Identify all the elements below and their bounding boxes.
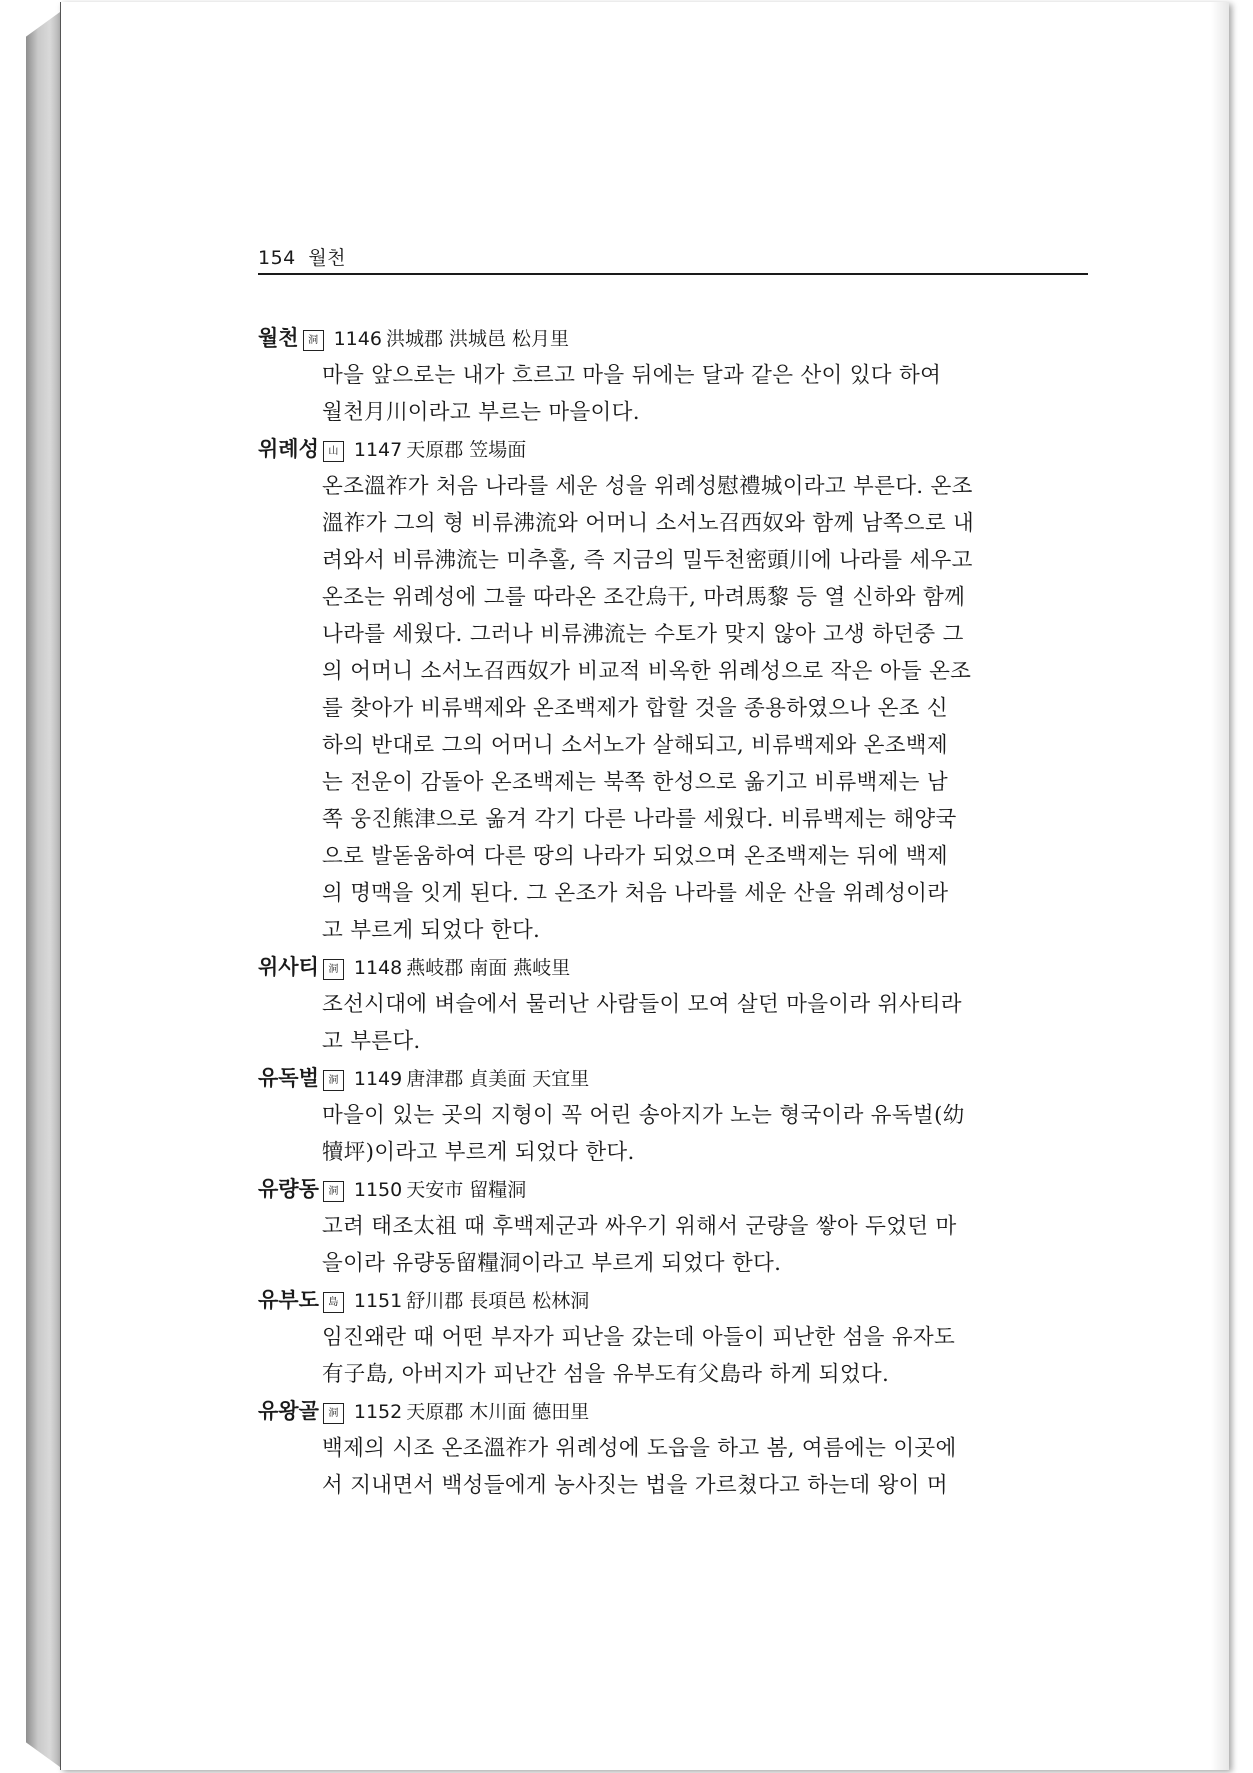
entry-text-line: 임진왜란 때 어떤 부자가 피난을 갔는데 아들이 피난한 섬을 유자도 [322, 1325, 956, 1350]
entry-text-line: 고 부른다. [322, 1029, 421, 1054]
entry-category-tag: 洞 [323, 1403, 344, 1424]
dictionary-entry [258, 1282, 1088, 1393]
entry-text-line: 나라를 세웠다. 그러나 비류沸流는 수토가 맞지 않아 고생 하던중 그 [322, 622, 964, 647]
page-edge-shadow [1211, 2, 1229, 1770]
dictionary-entry [258, 1060, 1088, 1171]
entry-text-line: 하의 반대로 그의 어머니 소서노가 살해되고, 비류백제와 온조백제 [322, 733, 948, 758]
entry-description [322, 1319, 1088, 1393]
dictionary-entry [258, 1393, 1088, 1504]
entry-headline [258, 431, 1088, 468]
entry-location: 天原郡 笠場面 [406, 439, 527, 461]
entry-description [322, 1097, 1088, 1171]
entry-location: 天安市 留糧洞 [406, 1179, 527, 1201]
entry-description [322, 357, 1088, 431]
book-spine-edge [26, 12, 60, 1767]
entry-term: 유독벌 [258, 1066, 319, 1090]
entry-text-line: 서 지내면서 백성들에게 농사짓는 법을 가르쳤다고 하는데 왕이 머 [322, 1473, 948, 1498]
entry-text-line: 마을이 있는 곳의 지형이 꼭 어린 송아지가 노는 형국이라 유독벌(幼 [322, 1103, 965, 1128]
entry-term: 위사티 [258, 955, 319, 979]
entry-text-line: 을이라 유량동留糧洞이라고 부르게 되었다 한다. [322, 1251, 782, 1276]
header-divider [258, 273, 1088, 275]
entry-number: 1147 [353, 439, 403, 461]
entry-text-line: 백제의 시조 온조溫祚가 위례성에 도읍을 하고 봄, 여름에는 이곳에 [322, 1436, 957, 1461]
entry-text-line: 조선시대에 벼슬에서 물러난 사람들이 모여 살던 마을이라 위사티라 [322, 992, 962, 1017]
entry-description [322, 468, 1088, 949]
entry-text-line: 의 어머니 소서노召西奴가 비교적 비옥한 위례성으로 작은 아들 온조 [322, 659, 972, 684]
entry-text-line: 월천月川이라고 부르는 마을이다. [322, 400, 640, 425]
entry-text-line: 고 부르게 되었다 한다. [322, 918, 541, 943]
entry-text-line: 고려 태조太祖 때 후백제군과 싸우기 위해서 군량을 쌓아 두었던 마 [322, 1214, 957, 1239]
entry-term: 유량동 [258, 1177, 319, 1201]
entry-headline [258, 1393, 1088, 1430]
dictionary-entry [258, 431, 1088, 949]
entry-number: 1150 [353, 1179, 403, 1201]
entry-number: 1146 [333, 328, 382, 350]
entry-number: 1151 [353, 1290, 403, 1312]
entry-location: 天原郡 木川面 德田里 [406, 1401, 590, 1423]
entry-term: 유부도 [258, 1288, 319, 1312]
entry-headline [258, 949, 1088, 986]
dictionary-entry [258, 1171, 1088, 1282]
entry-text-line: 쪽 웅진熊津으로 옮겨 각기 다른 나라를 세웠다. 비류백제는 해양국 [322, 807, 957, 832]
entry-headline [258, 1060, 1088, 1097]
entry-category-tag: 洞 [323, 959, 344, 980]
entry-text-line: 有子島, 아버지가 피난간 섬을 유부도有父島라 하게 되었다. [322, 1362, 890, 1387]
entry-number: 1148 [353, 957, 403, 979]
entry-category-tag: 島 [323, 1292, 344, 1313]
entry-text-line: 으로 발돋움하여 다른 땅의 나라가 되었으며 온조백제는 뒤에 백제 [322, 844, 948, 869]
entry-text-line: 를 찾아가 비류백제와 온조백제가 합할 것을 종용하였으나 온조 신 [322, 696, 948, 721]
entry-location: 舒川郡 長項邑 松林洞 [406, 1290, 590, 1312]
entry-headline [258, 1171, 1088, 1208]
entry-text-line: 는 전운이 감돌아 온조백제는 북쪽 한성으로 옮기고 비류백제는 남 [322, 770, 948, 795]
entry-description [322, 1430, 1088, 1504]
entry-location: 燕岐郡 南面 燕岐里 [406, 957, 571, 979]
entry-category-tag: 洞 [323, 1181, 344, 1202]
entry-headline [258, 1282, 1088, 1319]
entry-headline [258, 320, 1088, 357]
entry-text-line: 溫祚가 그의 형 비류沸流와 어머니 소서노召西奴와 함께 남쪽으로 내 [322, 511, 975, 536]
entry-location: 唐津郡 貞美面 天宜里 [406, 1068, 590, 1090]
entry-category-tag: 山 [323, 441, 344, 462]
running-header [258, 243, 1088, 270]
entry-term: 위례성 [258, 437, 319, 461]
header-section-title: 월천 [308, 247, 347, 269]
entry-category-tag: 洞 [303, 330, 324, 351]
entry-text-line: 마을 앞으로는 내가 흐르고 마을 뒤에는 달과 같은 산이 있다 하여 [322, 363, 942, 388]
entry-text-line: 려와서 비류沸流는 미추홀, 즉 지금의 밀두천密頭川에 나라를 세우고 [322, 548, 973, 573]
entry-number: 1152 [353, 1401, 403, 1423]
entry-text-line: 의 명맥을 잇게 된다. 그 온조가 처음 나라를 세운 산을 위례성이라 [322, 881, 949, 906]
entry-text-line: 犢坪)이라고 부르게 되었다 한다. [322, 1140, 635, 1165]
entry-term: 유왕골 [258, 1399, 319, 1423]
entry-text-line: 온조는 위례성에 그를 따라온 조간烏干, 마려馬黎 등 열 신하와 함께 [322, 585, 966, 610]
entry-location: 洪城郡 洪城邑 松月里 [385, 328, 570, 350]
entry-category-tag: 洞 [323, 1070, 344, 1091]
entry-number: 1149 [353, 1068, 403, 1090]
entry-description [322, 986, 1088, 1060]
dictionary-entries [258, 320, 1088, 1504]
page-number: 154 [258, 247, 296, 269]
entry-description [322, 1208, 1088, 1282]
dictionary-entry [258, 949, 1088, 1060]
entry-term: 월천 [258, 326, 299, 350]
entry-text-line: 온조溫祚가 처음 나라를 세운 성을 위례성慰禮城이라고 부른다. 온조 [322, 474, 973, 499]
dictionary-entry [258, 320, 1088, 431]
